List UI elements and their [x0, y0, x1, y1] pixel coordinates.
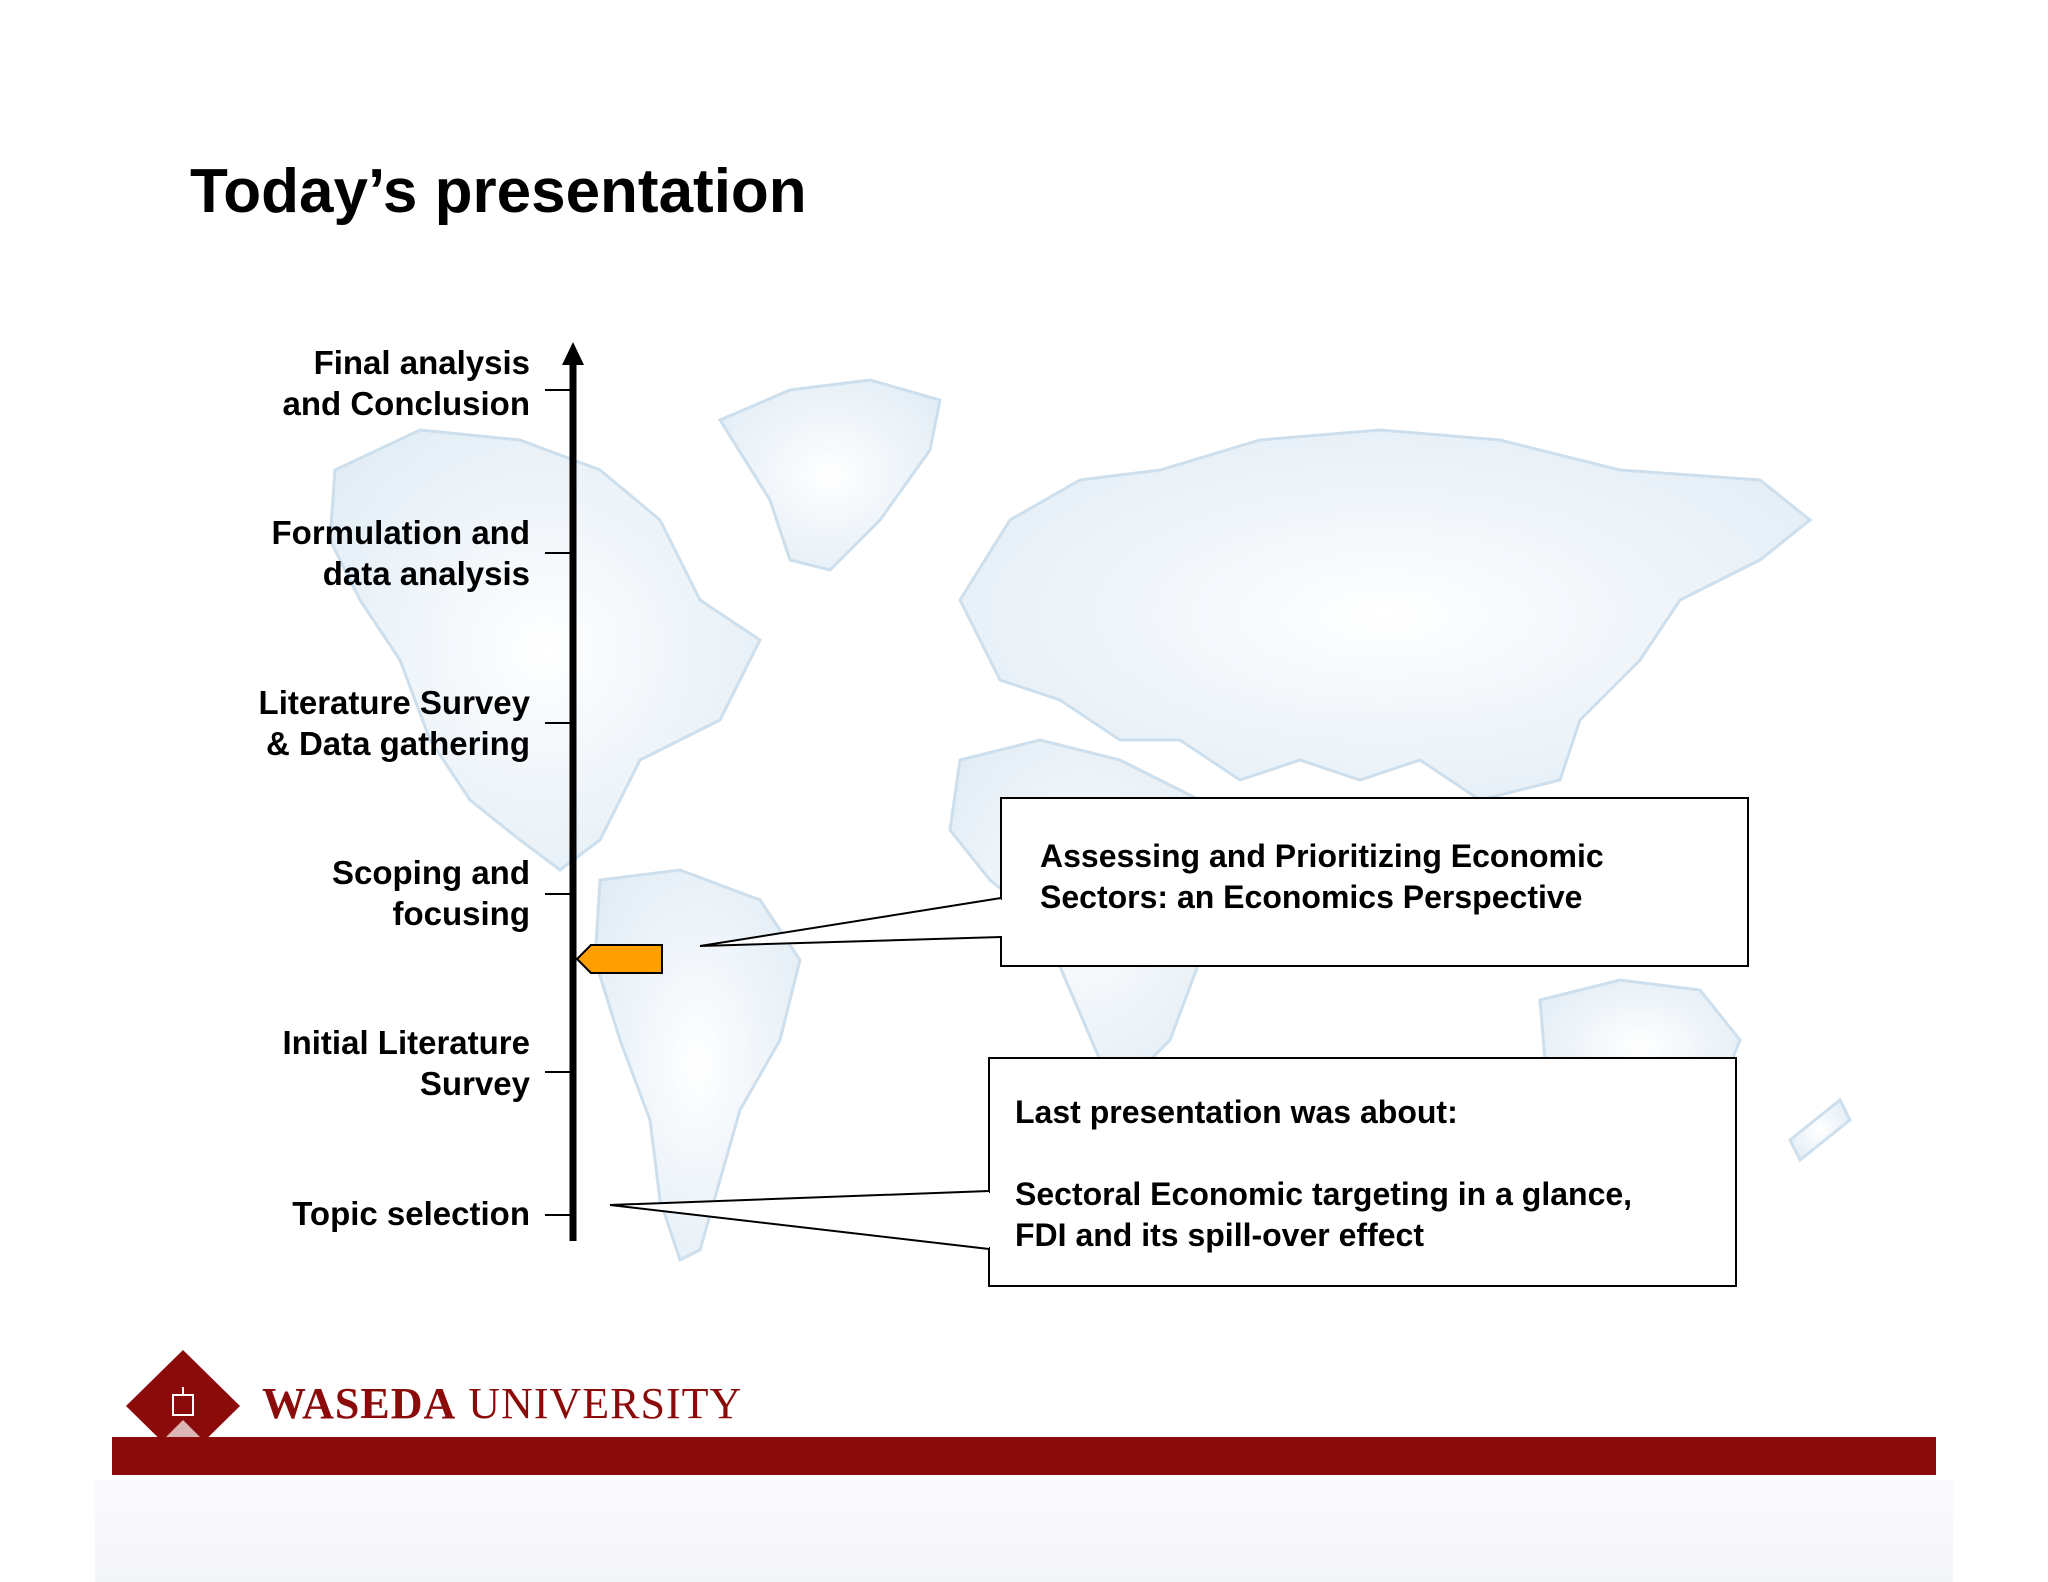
stage-label-line1: Formulation and [271, 514, 530, 551]
footer-band [112, 1437, 1936, 1475]
stage-topic-selection [210, 1193, 530, 1234]
stage-final-analysis [210, 342, 530, 424]
stage-label-line1: Initial Literature [282, 1024, 530, 1061]
stage-label-line2: and Conclusion [282, 385, 530, 422]
stage-label-line2: data analysis [322, 555, 530, 592]
current-topic-callout-text [1040, 836, 1604, 918]
stage-initial-literature [210, 1022, 530, 1104]
callout-line: FDI and its spill-over effect [1015, 1217, 1424, 1253]
stage-label-line1: Literature Survey [258, 684, 530, 721]
university-name-rest: UNIVERSITY [456, 1379, 743, 1428]
university-name-bold: WASEDA [262, 1379, 457, 1428]
stage-literature-survey [210, 682, 530, 764]
last-topic-callout-pointer [610, 1191, 989, 1249]
stage-label-line1: Scoping and [332, 854, 530, 891]
stage-label-line2: & Data gathering [265, 725, 530, 762]
callout-heading: Last presentation was about: [1015, 1094, 1458, 1130]
university-name [262, 1378, 742, 1429]
callout-spacer [1015, 1133, 1632, 1174]
stage-label-line1: Topic selection [292, 1195, 530, 1232]
timeline-arrowhead-icon [562, 342, 584, 365]
stage-label-line1: Final analysis [313, 344, 530, 381]
stage-formulation [210, 512, 530, 594]
stage-label-line2: Survey [419, 1065, 530, 1102]
page-title: Today’s presentation [190, 157, 807, 226]
callout-line: Sectoral Economic targeting in a glance, [1015, 1176, 1633, 1212]
callout-line: Sectors: an Economics Perspective [1040, 879, 1583, 915]
stage-scoping [210, 852, 530, 934]
stage-label-line2: focusing [392, 895, 530, 932]
last-topic-callout-text [1015, 1092, 1632, 1256]
current-position-marker [577, 945, 662, 973]
callout-line: Assessing and Prioritizing Economic [1040, 838, 1604, 874]
footer-fade [95, 1480, 1953, 1582]
current-topic-callout-pointer [700, 898, 1001, 946]
